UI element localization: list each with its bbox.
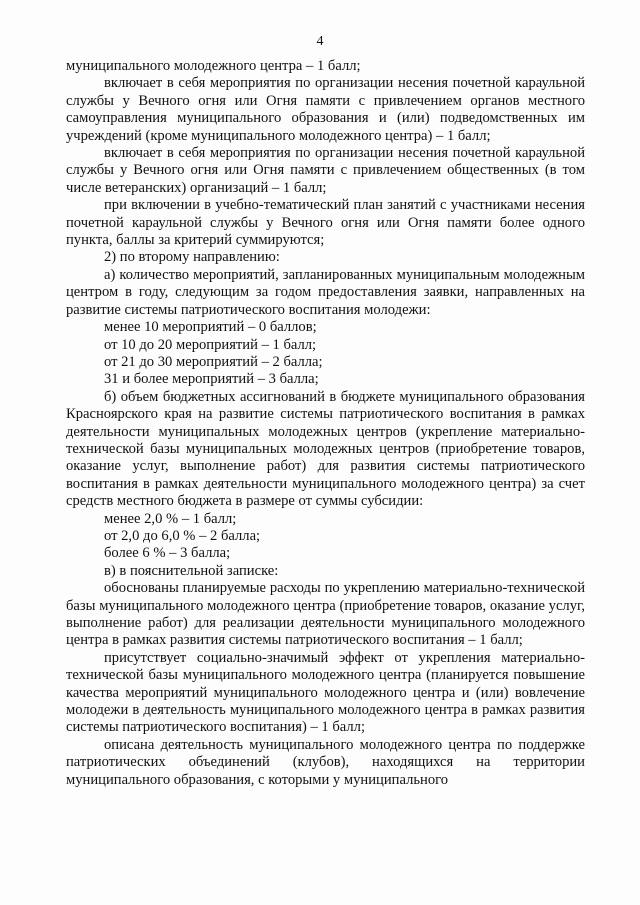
paragraph: от 21 до 30 мероприятий – 2 балла; (104, 353, 323, 370)
paragraph: при включении в учебно-тематический план занятий с участниками несения почетной караульной службы у Вечного огня или Огня памяти более одного пункта, баллы за критерий суммируются; (66, 197, 585, 249)
paragraph: в) в пояснительной записке: (104, 562, 279, 579)
paragraph: 2) по второму направлению: (104, 249, 280, 266)
document-body (66, 58, 585, 789)
paragraph: более 6 % – 3 балла; (104, 545, 231, 562)
paragraph: 31 и более мероприятий – 3 балла; (104, 371, 319, 388)
paragraph: муниципального молодежного центра – 1 балл; (66, 58, 361, 74)
paragraph: менее 2,0 % – 1 балл; (104, 510, 237, 527)
paragraph: включает в себя мероприятия по организации несения почетной караульной службы у Вечного огня или Огня памяти с привлечением органов местного самоуправления муниципального образования и (или) подведомственных им учреждений (кроме муниципального молодежного центра) – 1 балл; (66, 75, 585, 144)
paragraph: обоснованы планируемые расходы по укреплению материально-технической базы муниципального молодежного центра (приобретение товаров, оказание услуг, выполнение работ) для реализации деятельности муниципального молодежного центра в рамках развития системы патриотического воспитания – 1 балл; (66, 580, 585, 649)
paragraph: б) объем бюджетных ассигнований в бюджете муниципального образования Красноярского края на развитие системы патриотического воспитания в рамках деятельности муниципальных молодежных центров (укрепление материально-технической базы муниципальных молодежных центров (приобретение товаров, оказание услуг, выполнение работ) для развития системы патриотического воспитания в рамках деятельности муниципального молодежного центра) за счет средств местного бюджета в размере от суммы субсидии: (66, 388, 585, 510)
page-number: 4 (316, 34, 324, 49)
paragraph: присутствует социально-значимый эффект от укрепления материально-технической базы муниципального молодежного центра (планируется повышение качества мероприятий муниципального молодежного центра и (или) вовлечение молодежи в деятельность муниципального молодежного центра в рамках развития системы патриотического воспитания) – 1 балл; (66, 649, 585, 736)
paragraph: от 2,0 до 6,0 % – 2 балла; (104, 527, 261, 544)
paragraph: описана деятельность муниципального молодежного центра по поддержке патриотических объединений (клубов), находящихся на территории муниципального образования, с которыми у муниципального (66, 736, 585, 788)
paragraph: от 10 до 20 мероприятий – 1 балл; (104, 336, 317, 353)
paragraph: менее 10 мероприятий – 0 баллов; (104, 319, 317, 336)
paragraph: а) количество мероприятий, запланированных муниципальным молодежным центром в году, следующим за годом предоставления заявки, направленных на развитие системы патриотического воспитания молодежи: (66, 266, 585, 318)
paragraph: включает в себя мероприятия по организации несения почетной караульной службы у Вечного огня или Огня памяти с привлечением общественных (в том числе ветеранских) организаций – 1 балл; (66, 145, 585, 196)
